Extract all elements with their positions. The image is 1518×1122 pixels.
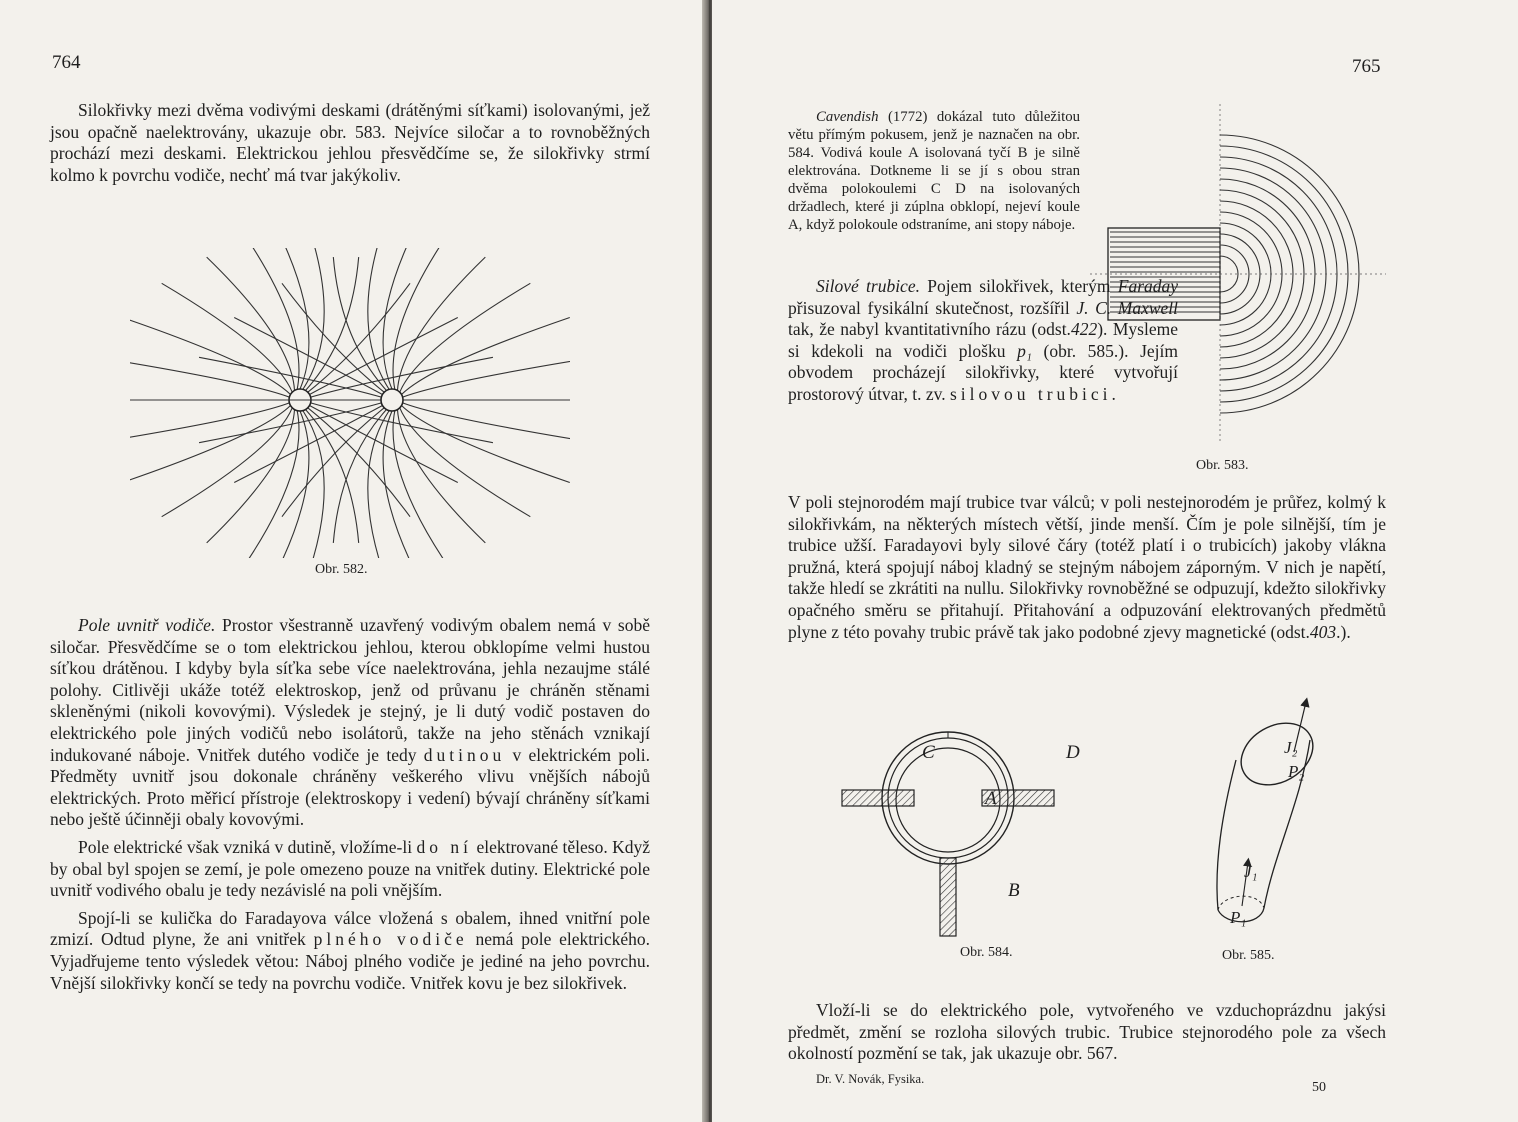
label-a: A	[985, 788, 997, 809]
field-arc	[1220, 245, 1249, 303]
silove-trubice-cont: V poli stejnorodém mají trubice tvar válců; v poli nestejnorodém je průřez, kolmý k silokřivkám, na některých místech větší, jinde menší. Čím je pole silnější, tím je trubice užší. Faradayovi byly silové čáry (totéž platí i o trubicích) jakoby vlákna pružná, která spojují náboj kladný se stejným nábojem záporným. V nich je napětí, takže hledí se zkrátiti na nullu. Silokřivky rovnoběžné se odpuzují, kdežto silokřivky opačného směru se přitahují. Přitahování a odpuzování elektrovaných předmětů plyne z této povahy trubic právě tak jako podobné zjevy magnetické (odst.403.).	[788, 492, 1386, 642]
field-line	[308, 283, 410, 392]
figure-585-caption: Obr. 585.	[1222, 948, 1275, 963]
label-j1: J₁	[1244, 862, 1258, 881]
figure-583-caption: Obr. 583.	[1196, 458, 1249, 473]
cavendish-paragraph: Cavendish (1772) dokázal tuto důležitou větu přímým pokusem, jenž je naznačen na obr. 584. Vodivá koule A isolovaná tyčí B je silně elektrována. Dotkneme li se jí s obou stran dvěma polokoulemi C D na isolovaných držadlech, které ji zúplna obklopí, nejeví koule A, když polokoule odstraníme, ani stopy náboje.	[788, 109, 1080, 233]
field-line	[398, 257, 486, 390]
figure-582-field-lines	[130, 248, 570, 558]
intro-paragraph	[50, 100, 650, 186]
point-charge	[381, 389, 403, 411]
figure-582-caption: Obr. 582.	[315, 562, 368, 577]
field-line	[199, 357, 381, 397]
intro-text: Silokřivky mezi dvěma vodivými deskami (drátěnými síťkami) isolovanými, jež jsou opačně naelektrovány, ukazuje obr. 583. Nejvíce siločar a to rovnoběžných prochází mezi deskami. Elektrickou jehlou přesvědčíme se, že silokřivky strmí kolmo k povrchu vodiče, nechť má tvar jakýkoliv.	[50, 100, 650, 185]
field-line	[393, 411, 444, 558]
signature-mark: 50	[1312, 1080, 1326, 1095]
cavendish-name: Cavendish	[816, 109, 879, 125]
field-line	[207, 257, 295, 390]
field-line	[280, 248, 309, 389]
field-line	[383, 248, 412, 389]
closing-paragraph: Vloží-li se do elektrického pole, vytvořeného ve vzduchoprázdnu jakýsi předmět, změní se rozloha silových trubic. Trubice stejnorodého pole za všech okolností pozmění se tak, jak ukazuje obr. 567.	[788, 1000, 1386, 1064]
field-line	[162, 408, 293, 517]
field-line	[400, 283, 531, 392]
field-line	[207, 410, 295, 543]
footer-author: Dr. V. Novák, Fysika.	[816, 1072, 925, 1086]
label-j2: J₂	[1284, 738, 1298, 757]
right-page	[712, 0, 1518, 1122]
label-p1: P₁	[1230, 908, 1247, 927]
para-1: Pole uvnitř vodiče. Prostor všestranně uzavřený vodivým obalem nemá v sobě siločar. Přesvědčíme se o tom elektrickou jehlou, kterou obklopíme velmi hustou síťkou drátěnou. I kdyby byla síťka sebe více naelektrována, jehla nezaujme stálé polohy. Citlivěji ukáže totéž elektroskop, jenž od průvanu je chráněn stěnami skleněnými (nikoli kovovými). Výsledek je stejný, je li dutý vodič postaven do elektrického pole jiných vodičů nebo isolátorů, takže na jeho stěnách vznikají indukované náboje. Vnitřek dutého vodiče je tedy dutinou v elektrickém poli. Předměty uvnitř jsou dokonale chráněny veškerého vlivu vnějších nábojů elektrických. Proto měřicí přístroje (elektroskopy i vedení) bývají chráněny síťkami nebo ještě účinněji obaly kovovými.	[50, 615, 651, 830]
para-2: Pole elektrické však vzniká v dutině, vložíme-li do ní elektrované těleso. Když by obal byl spojen se zemí, je pole omezeno pouze na vnitřek dutiny. Elektrické pole uvnitř vodivého obalu je tedy nezávislé na poli vnějším.	[50, 836, 651, 901]
field-line	[280, 411, 309, 558]
label-p2: P₂	[1288, 762, 1305, 781]
section-title: Pole uvnitř vodiče.	[78, 615, 216, 635]
figure-584-cavendish	[838, 728, 1058, 940]
silove-trubice-wrap: Silové trubice. Pojem silokřivek, kterým Faraday přisuzoval fysikální skutečnost, rozšířil J. C. Maxwell tak, že nabyl kvantitativního rázu (odst.422). Mysleme si kdekoli na vodiči plošku p₁ (obr. 585.). Jejím obvodem procházejí silokřivky, které vytvořují prostorový útvar, t. zv. silovou trubici.	[788, 276, 1179, 404]
field-line	[308, 408, 410, 517]
field-line	[130, 406, 290, 483]
left-page	[0, 0, 706, 1122]
field-line	[282, 408, 384, 517]
figure-585-force-tube	[1182, 694, 1332, 944]
para-3: Spojí-li se kulička do Faradayova válce vložená s obalem, ihned vnitřní pole zmizí. Odtud plyne, že ani vnitřek plného vodiče nemá pole elektrického. Vyjadřujeme tento výsledek větou: Náboj plného vodiče je jediné na jeho povrchu. Vnější silokřivky končí se tedy na povrchu vodiče. Vnitřek kovu je bez silokřivek.	[50, 907, 651, 993]
field-line	[199, 403, 381, 443]
field-line	[403, 357, 570, 397]
figure-584-caption: Obr. 584.	[960, 945, 1013, 960]
label-d: D	[1066, 742, 1080, 763]
section-title: Silové trubice.	[816, 276, 920, 296]
page-number: 764	[52, 52, 81, 73]
field-line	[398, 410, 486, 543]
section-inside-conductor	[50, 615, 650, 994]
field-line	[400, 408, 531, 517]
field-line	[130, 318, 290, 395]
field-line	[383, 411, 412, 558]
label-c: C	[922, 742, 935, 763]
label-b: B	[1008, 880, 1020, 901]
field-line	[248, 411, 299, 558]
field-arc	[1220, 146, 1348, 402]
page-number: 765	[1352, 56, 1381, 77]
field-line	[311, 403, 493, 443]
field-line	[311, 357, 493, 397]
field-line	[162, 283, 293, 392]
field-line	[282, 283, 384, 392]
field-line	[403, 403, 570, 443]
